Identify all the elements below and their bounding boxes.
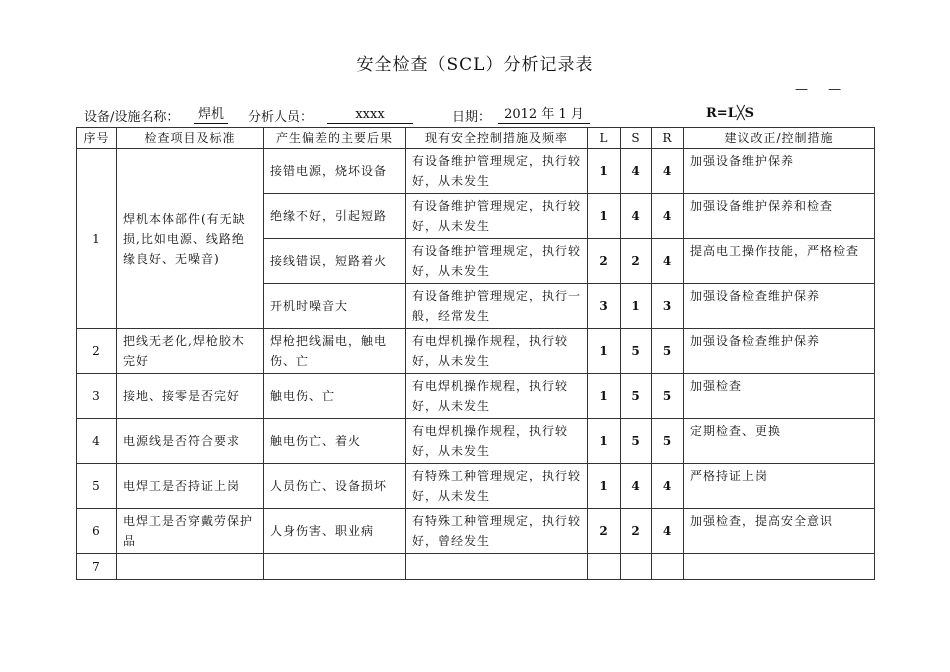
row-suggest: 定期检查、更换 [684,419,875,464]
row-r: 4 [652,149,684,194]
row-control: 有电焊机操作规程，执行较好，从未发生 [406,329,588,374]
scl-table [76,127,875,580]
table-row [77,509,875,554]
header-item: 检查项目及标准 [117,128,264,149]
row-suggest: 加强设备检查维护保养 [684,284,875,329]
row-no: 1 [77,149,117,329]
page-title: 安全检查（SCL）分析记录表 [356,55,594,75]
form-meta [80,106,870,126]
table-row [77,464,875,509]
row-consequence: 触电伤、亡 [264,374,406,419]
header-consequence: 产生偏差的主要后果 [264,128,406,149]
row-s-empty [621,554,652,580]
row-suggest: 加强设备维护保养和检查 [684,194,875,239]
row-l: 1 [588,374,621,419]
table-row [77,329,875,374]
row-r: 5 [652,374,684,419]
row-r: 5 [652,419,684,464]
row-item: 电焊工是否穿戴劳保护品 [117,509,264,554]
row-no: 2 [77,329,117,374]
row-item: 接地、接零是否完好 [117,374,264,419]
table-row [77,419,875,464]
row-suggest: 加强设备检查维护保养 [684,329,875,374]
row-l: 1 [588,194,621,239]
row-s: 4 [621,464,652,509]
row-l: 1 [588,149,621,194]
row-r-empty [652,554,684,580]
table-header-row [77,128,875,149]
header-control: 现有安全控制措施及频率 [406,128,588,149]
row-control: 有电焊机操作规程，执行较好，从未发生 [406,419,588,464]
row-s: 4 [621,149,652,194]
row-suggest: 加强检查 [684,374,875,419]
row-control: 有电焊机操作规程，执行较好，从未发生 [406,374,588,419]
table-row [77,149,875,194]
analyst-label: 分析人员： [248,110,314,125]
device-value-text: 焊机 [198,107,225,122]
row-control-empty [406,554,588,580]
table-row [77,374,875,419]
row-s: 5 [621,329,652,374]
header-no: 序号 [77,128,117,149]
row-r: 4 [652,464,684,509]
row-s: 2 [621,239,652,284]
row-control: 有特殊工种管理规定，执行较好，曾经发生 [406,509,588,554]
row-r: 4 [652,509,684,554]
date-label: 日期： [452,110,492,125]
row-suggest: 严格持证上岗 [684,464,875,509]
analyst-value: xxxx [327,106,413,124]
row-item: 电源线是否符合要求 [117,419,264,464]
row-l: 1 [588,419,621,464]
row-control: 有特殊工种管理规定，执行较好，从未发生 [406,464,588,509]
row-s: 4 [621,194,652,239]
row-consequence: 接错电源，烧坏设备 [264,149,406,194]
row-control: 有设备维护管理规定，执行较好，从未发生 [406,149,588,194]
row-s: 1 [621,284,652,329]
row-consequence: 接线错误，短路着火 [264,239,406,284]
row-l: 2 [588,239,621,284]
row-consequence: 触电伤亡、着火 [264,419,406,464]
header-suggest: 建议改正/控制措施 [684,128,875,149]
row-consequence: 人身伤害、职业病 [264,509,406,554]
row-consequence: 人员伤亡、设备损坏 [264,464,406,509]
row-control: 有设备维护管理规定，执行一般，经常发生 [406,284,588,329]
row-control: 有设备维护管理规定，执行较好，从未发生 [406,194,588,239]
row-no: 4 [77,419,117,464]
row-l-empty [588,554,621,580]
row-l: 3 [588,284,621,329]
row-r: 4 [652,239,684,284]
risk-formula: R=L╳S [706,106,755,121]
row-consequence-empty [264,554,406,580]
row-r: 5 [652,329,684,374]
row-l: 2 [588,509,621,554]
date-value: 2012 年 1 月 [498,106,590,124]
row-suggest: 加强检查，提高安全意识 [684,509,875,554]
row-suggest-empty [684,554,875,580]
row-item-empty [117,554,264,580]
row-no: 7 [77,554,117,580]
row-no: 3 [77,374,117,419]
row-control: 有设备维护管理规定，执行较好，从未发生 [406,239,588,284]
row-s: 5 [621,374,652,419]
row-no: 6 [77,509,117,554]
row-consequence: 绝缘不好，引起短路 [264,194,406,239]
header-r: R [652,128,684,149]
row-r: 4 [652,194,684,239]
header-dash: — — [795,82,850,97]
device-value [194,106,228,124]
row-consequence: 焊枪把线漏电，触电伤、亡 [264,329,406,374]
row-item: 电焊工是否持证上岗 [117,464,264,509]
row-s: 2 [621,509,652,554]
row-l: 1 [588,329,621,374]
device-label: 设备/设施名称： [84,110,180,125]
row-item: 焊机本体部件(有无缺损,比如电源、线路绝缘良好、无噪音) [117,149,264,329]
row-item: 把线无老化,焊枪胶木完好 [117,329,264,374]
row-suggest: 加强设备维护保养 [684,149,875,194]
table-row-empty [77,554,875,580]
row-consequence: 开机时噪音大 [264,284,406,329]
row-s: 5 [621,419,652,464]
row-suggest: 提高电工操作技能，严格检查 [684,239,875,284]
row-l: 1 [588,464,621,509]
row-no: 5 [77,464,117,509]
row-r: 3 [652,284,684,329]
header-s: S [621,128,652,149]
header-l: L [588,128,621,149]
